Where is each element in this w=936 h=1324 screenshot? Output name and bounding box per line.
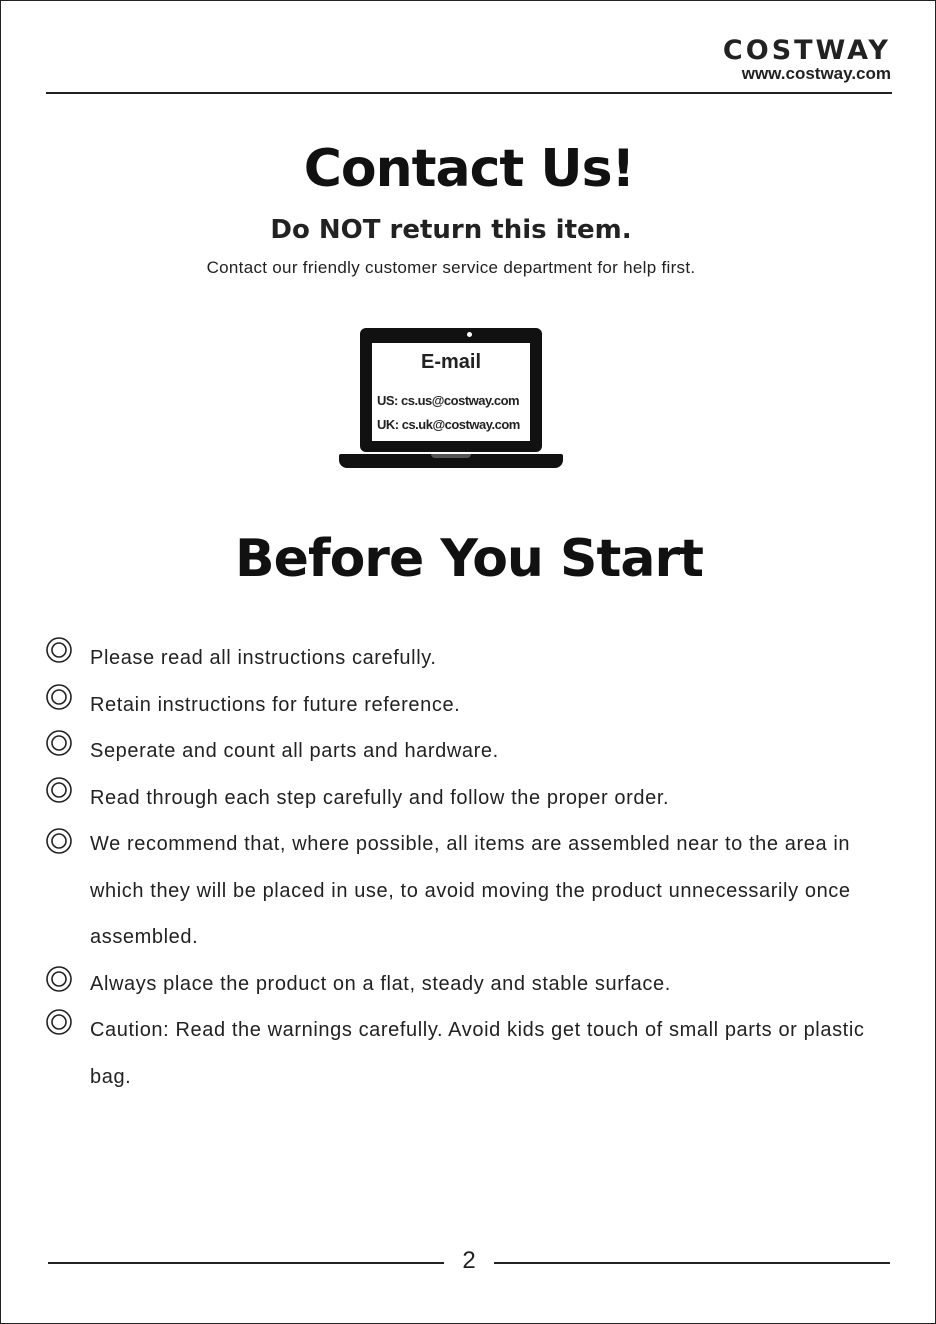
email-uk: UK: cs.uk@costway.com bbox=[377, 417, 520, 432]
webcam-dot bbox=[467, 332, 472, 337]
brand-url: www.costway.com bbox=[741, 64, 891, 83]
list-item bbox=[45, 635, 905, 682]
footer-divider-left bbox=[48, 1262, 444, 1264]
instruction-text: We recommend that, where possible, all items are assembled near to the area in which they will be placed in use, to avoid moving the product unnecessarily once assembled. bbox=[90, 833, 851, 948]
instruction-text: Read through each step carefully and follow the proper order. bbox=[90, 786, 670, 809]
laptop-notch bbox=[431, 454, 471, 458]
instruction-text: Seperate and count all parts and hardware. bbox=[90, 740, 499, 762]
list-item bbox=[45, 821, 905, 961]
contact-title: Contact Us! bbox=[303, 139, 635, 199]
instruction-text: Caution: Read the warnings carefully. Avoid kids get touch of small parts or plastic bag. bbox=[90, 1019, 865, 1088]
instruction-text: Retain instructions for future reference. bbox=[90, 693, 461, 716]
do-not-return-notice: Do NOT return this item. bbox=[270, 215, 632, 245]
double-circle-bullet-icon bbox=[45, 636, 73, 664]
double-circle-bullet-icon bbox=[45, 729, 73, 757]
footer-divider-right bbox=[494, 1262, 890, 1264]
brand-name: COSTWAY bbox=[722, 35, 891, 66]
page-number: 2 bbox=[462, 1247, 476, 1274]
double-circle-bullet-icon bbox=[45, 776, 73, 804]
before-you-start-title: Before You Start bbox=[235, 529, 703, 589]
list-item bbox=[45, 728, 905, 775]
instruction-text: Please read all instructions carefully. bbox=[90, 647, 437, 669]
list-item bbox=[45, 1007, 905, 1100]
contact-instruction: Contact our friendly customer service department for help first. bbox=[206, 258, 696, 277]
email-us: US: cs.us@costway.com bbox=[377, 393, 520, 408]
double-circle-bullet-icon bbox=[45, 827, 73, 855]
brand-logo bbox=[723, 37, 891, 83]
instruction-list bbox=[45, 635, 905, 1100]
list-item bbox=[45, 775, 905, 822]
email-heading: E-mail bbox=[420, 351, 482, 373]
double-circle-bullet-icon bbox=[45, 965, 73, 993]
laptop-icon bbox=[339, 328, 563, 470]
email-card bbox=[372, 343, 530, 441]
instruction-text: Always place the product on a flat, steady and stable surface. bbox=[90, 972, 671, 995]
double-circle-bullet-icon bbox=[45, 1008, 73, 1036]
double-circle-bullet-icon bbox=[45, 683, 73, 711]
list-item bbox=[45, 682, 905, 729]
list-item bbox=[45, 961, 905, 1008]
header-divider bbox=[46, 92, 892, 94]
